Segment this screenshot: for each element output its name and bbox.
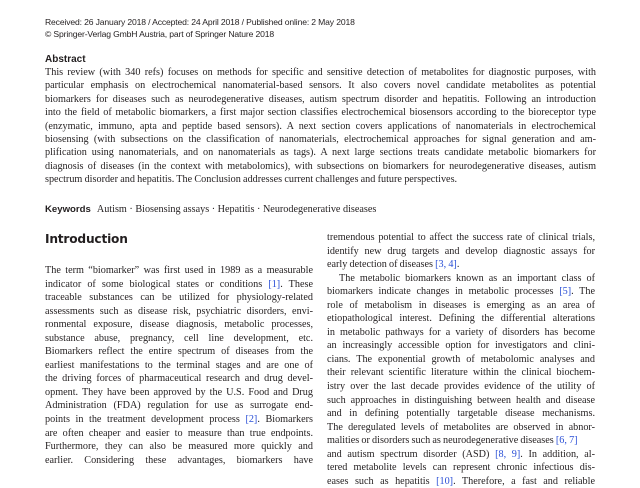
text-segment: and autism spectrum disorder (ASD) xyxy=(327,448,496,460)
text-line xyxy=(327,245,595,259)
text-line xyxy=(45,454,313,468)
text-segment: biomarkers indicate changes in metabolic processes xyxy=(327,286,560,298)
abstract-line: This review (with 340 refs) focuses on methods for specific and sensitive detection of metabolites for diagnostic purposes, with xyxy=(45,67,596,78)
text-segment: . xyxy=(456,259,460,271)
citation-link[interactable]: [6, 7] xyxy=(555,435,578,447)
text-line xyxy=(45,413,313,427)
text-line xyxy=(45,386,313,400)
publication-dates: Received: 26 January 2018 / Accepted: 24 April 2018 / Published online: 2 May 2018 xyxy=(45,17,355,27)
text-segment: are often cheaper and easier to measure than true endpoints. xyxy=(45,427,313,439)
text-segment: substance abuse, pregnancy, cell line development, etc. xyxy=(45,332,313,344)
text-segment: earlier. Considering these advantages, biomarkers have xyxy=(45,454,313,466)
text-segment: an increasingly accessible option for investigators and clini- xyxy=(327,340,595,352)
text-line xyxy=(45,359,313,373)
text-segment: traceable substances can be utilized for physiology-related xyxy=(45,292,313,304)
text-segment: . Therefore, a fast and reliable xyxy=(453,475,595,487)
text-segment: points in the treatment development process xyxy=(45,414,246,426)
text-segment: their relevant scientific literature within the clinical biochem- xyxy=(327,367,595,379)
text-line xyxy=(45,427,313,441)
text-segment: eases such as hepatitis xyxy=(327,475,437,487)
text-line xyxy=(327,326,595,340)
text-segment: etiopathological interest. Defining the differential alterations xyxy=(327,313,595,325)
text-segment: assessments such as disease risk, psychiatric disorders, envi- xyxy=(45,305,313,317)
citation-link[interactable]: [10] xyxy=(436,475,454,487)
text-segment: opment. They have been approved by the U.S. Food and Drug xyxy=(45,386,313,398)
text-line xyxy=(45,305,313,319)
citation-link[interactable]: [5] xyxy=(559,286,572,298)
abstract-line: diagnosis of diseases (in the context with metabolomics), with subsections on biomarkers for neurodegenerative diseases, autism xyxy=(45,160,596,172)
citation-link[interactable]: [2] xyxy=(245,414,258,426)
abstract-line: (enzymatic, immuno, apta and peptide based sensors). A next section covers applications of nanomaterials in electrochemical xyxy=(45,120,596,132)
text-line xyxy=(327,299,595,313)
text-segment: indicator of some biological states or conditions xyxy=(45,278,269,290)
text-segment: role of metabolism in diseases is emerging as an area of xyxy=(327,299,595,311)
keywords xyxy=(45,203,376,216)
text-line xyxy=(327,231,595,245)
text-segment: The term “biomarker” was first used in 1989 as a measurable xyxy=(45,265,313,276)
text-line xyxy=(45,372,313,386)
text-segment: early detection of diseases xyxy=(327,259,436,271)
text-segment: malities or disorders such as neurodegenerative diseases xyxy=(327,435,556,447)
abstract-line: biosensing (with subsections on the classification of nanomaterials, electrochemical approaches for signal generation and am- xyxy=(45,134,596,146)
abstract-line: into the field of metabolic biomarkers, a first major section classifies electrochemical biosensors according to the bioreceptor type xyxy=(45,107,596,119)
text-segment: istry over the last decade provides evidence of the utility of xyxy=(327,381,595,393)
citation-link[interactable]: [8, 9] xyxy=(495,448,521,460)
abstract-line: biomarkers for diseases such as neurodegenerative diseases, autism spectrum disorder and hepatitis. Following an introduction xyxy=(45,93,596,105)
text-line xyxy=(45,264,313,278)
text-line xyxy=(327,272,595,286)
abstract-line: spectrum disorder and hepatitis. The Conclusion addresses current challenges and future perspectives. xyxy=(45,174,458,186)
text-line xyxy=(45,318,313,332)
text-line xyxy=(45,440,313,454)
text-segment: . Biomarkers xyxy=(257,414,313,426)
text-segment: . The xyxy=(571,286,595,298)
text-line xyxy=(327,475,595,488)
text-line xyxy=(327,421,595,435)
text-line xyxy=(327,407,595,421)
publication-meta xyxy=(45,17,355,40)
text-segment: Biomarkers reflect the entire spectrum of diseases from the xyxy=(45,346,313,358)
copyright-notice: © Springer-Verlag GmbH Austria, part of Springer Nature 2018 xyxy=(45,28,275,39)
keywords-list: Autism · Biosensing assays · Hepatitis · Neurodegenerative diseases xyxy=(96,204,377,215)
text-line xyxy=(45,332,313,346)
text-segment: Furthermore, they can also be measured more quickly and xyxy=(45,441,313,453)
text-segment: . These xyxy=(280,278,313,290)
abstract-heading: Abstract xyxy=(45,54,86,65)
text-segment: Administration (FDA) regulation for use as surrogate end- xyxy=(45,400,313,412)
text-segment: . In addition, al- xyxy=(520,448,595,460)
text-line xyxy=(327,339,595,353)
text-line xyxy=(327,353,595,367)
keywords-label: Keywords xyxy=(45,204,91,215)
introduction-heading: Introduction xyxy=(45,232,128,246)
text-segment: identify new drug targets and develop diagnostic assays for xyxy=(327,245,595,257)
text-segment: such approaches in distinguishing between health and disease xyxy=(327,394,595,406)
text-line xyxy=(327,394,595,408)
text-line xyxy=(45,278,313,292)
text-line xyxy=(327,380,595,394)
text-segment: The metabolic biomarkers known as an important class of xyxy=(339,272,595,284)
text-line xyxy=(327,312,595,326)
left-column-text xyxy=(45,264,313,467)
text-segment: the driving forces of pharmaceutical research and drug devel- xyxy=(45,373,313,385)
text-line xyxy=(327,258,595,272)
text-segment: The deregulated levels of metabolites are observed in abnor- xyxy=(327,421,595,433)
text-line xyxy=(45,399,313,413)
text-segment: cians. The exponential growth of metabolomic analyses and xyxy=(327,353,595,365)
text-line xyxy=(327,285,595,299)
text-segment: in metabolic pathways for a variety of disorders has become xyxy=(327,326,595,338)
text-line xyxy=(45,345,313,359)
abstract-line: particular emphasis on electrochemical nanomaterial-based sensors. It also covers novel candidate metabolites as potential xyxy=(45,80,596,92)
text-segment: earliest manifestations to the terminal stages and are one of xyxy=(45,359,313,371)
text-line xyxy=(327,366,595,380)
text-line xyxy=(327,434,595,448)
citation-link[interactable]: [1] xyxy=(268,278,281,290)
text-segment: tered metabolite levels can represent chronic infectious dis- xyxy=(327,462,595,474)
abstract-body xyxy=(45,66,596,187)
text-line xyxy=(327,448,595,462)
right-column-text xyxy=(327,231,595,488)
citation-link[interactable]: [3, 4] xyxy=(435,259,457,271)
text-segment: tremendous potential to affect the success rate of clinical trials, xyxy=(327,232,595,243)
text-segment: and in defining potentially targetable disease mechanisms. xyxy=(327,408,595,420)
text-line xyxy=(45,291,313,305)
text-segment: ronmental exposure, disease diagnosis, metabolic processes, xyxy=(45,319,313,331)
text-line xyxy=(327,461,595,475)
abstract-line: plification using nanomaterials, and on nanomaterials as tags). A next large sections treats candidate metabolic biomarkers for xyxy=(45,147,596,159)
